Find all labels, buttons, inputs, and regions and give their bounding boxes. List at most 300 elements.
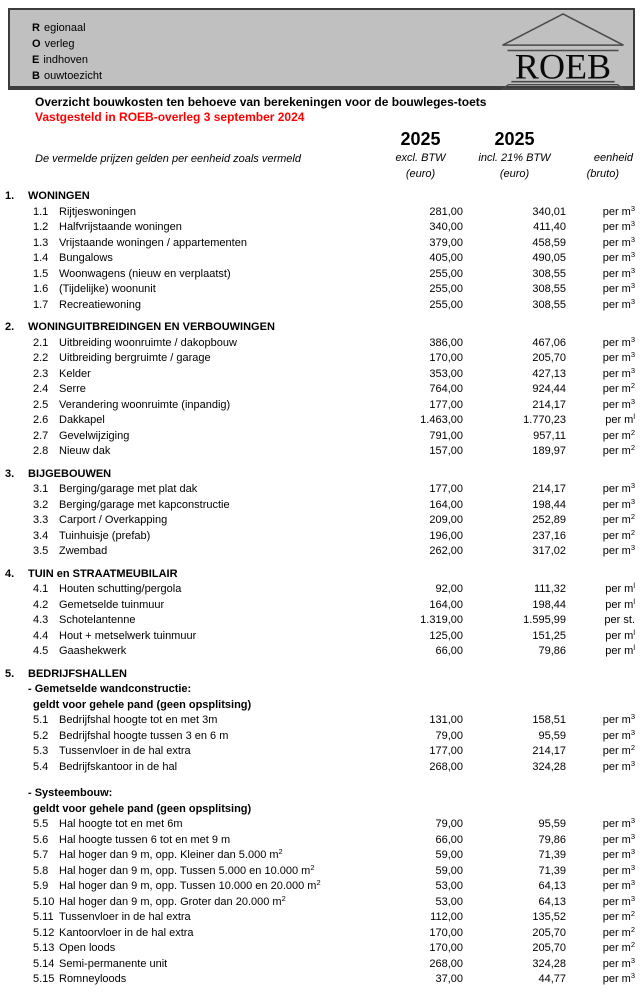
unit-text: per m [602,429,631,442]
item-description [59,498,378,514]
description-text: Romneyloods [59,973,127,985]
cost-section [0,320,643,460]
table-row [5,251,643,267]
unit-superscript: 3 [630,893,635,903]
description-text: Hal hoogte tussen 6 tot en met 9 m [59,833,231,846]
item-description [59,833,378,849]
item-description [59,817,378,833]
table-row [5,910,643,926]
unit-text: per m [602,880,631,892]
description-text: Bedrijfshal hoogte tussen 3 en 6 m [59,729,229,742]
section-block [0,786,643,988]
price-incl-btw: 1.770,23 [523,414,566,426]
item-description [59,444,378,460]
item-description [59,513,378,529]
description-text: Berging/garage met plat dak [59,483,198,495]
table-row [5,267,643,283]
price-incl-btw: 214,17 [532,745,566,757]
price-incl-btw: 317,02 [532,545,566,557]
item-number: 2.6 [33,414,49,426]
unit-text: per m [602,818,631,830]
price-excl-btw: 59,00 [435,849,463,861]
description-text: Verandering woonruimte (inpandig) [59,398,231,411]
item-number: 2.8 [33,445,49,457]
item-number: 4.2 [33,598,49,611]
table-row [5,444,643,460]
section-header [5,189,643,205]
item-number: 1.4 [33,252,49,264]
unit [566,336,635,352]
unit-superscript: 3 [630,727,635,737]
unit-text: per m [602,352,631,364]
unit [566,941,635,957]
unit-superscript: 3 [630,334,635,344]
acronym-letter: B [32,70,40,82]
unit [566,644,635,660]
price-excl-btw: 764,00 [429,383,463,395]
unit-text: per m [602,398,631,411]
price-excl-btw: 53,00 [435,880,463,892]
table-row [5,429,643,445]
price-incl-btw: 198,44 [532,498,566,511]
item-description [59,760,378,776]
price-incl-btw: 324,28 [532,957,566,970]
price-excl-btw: 262,00 [429,545,463,557]
unit-text: per m [602,833,631,846]
table-row [5,398,643,414]
description-text: Hal hoger dan 9 m, opp. Kleiner dan 5.000 m [59,849,279,861]
logo-text: ROEB [514,46,612,87]
unit-superscript: 3 [630,234,635,244]
item-number: 2.4 [33,383,49,395]
unit [566,220,635,236]
section-title: TUIN en STRAATMEUBILAIR [28,567,178,580]
table-row [5,220,643,236]
price-excl-btw: 170,00 [429,942,463,954]
description-text: Tuinhuisje (prefab) [59,529,151,542]
item-description [59,482,378,498]
unit-superscript: 3 [630,481,635,490]
item-description [59,282,378,298]
item-description [59,529,378,545]
item-number: 2.3 [33,367,49,380]
unit-text: per m [602,514,631,526]
unit-superscript: 3 [630,847,635,856]
unit [566,482,635,498]
section-block [0,682,643,775]
unit-superscript: 3 [630,365,635,375]
description-text: Hal hoogte tot en met 6m [59,818,183,830]
item-description [59,220,378,236]
price-excl-btw: 164,00 [429,598,463,611]
table-column-headers [5,128,643,182]
unit [566,282,635,298]
unit [566,582,635,598]
description-text: Open loods [59,942,116,954]
unit [566,629,635,645]
table-row [5,598,643,614]
item-description [59,251,378,267]
description-text: Halfvrijstaande woningen [59,221,182,233]
description-text: Gemetselde tuinmuur [59,598,165,611]
unit-superscript: 3 [630,250,635,259]
section-subheading: - Systeembouw: [28,787,113,799]
item-number: 1.1 [33,205,49,218]
item-number: 5.11 [33,911,54,923]
item-number: 5.9 [33,880,49,892]
table-row [5,351,643,367]
table-row [5,498,643,514]
price-incl-btw: 158,51 [532,714,566,726]
price-incl-btw: 79,86 [538,645,566,657]
table-row [5,205,643,221]
unit [566,267,635,283]
acronym-line [32,36,102,52]
price-excl-btw: 177,00 [429,745,463,757]
acronym-word: verleg [44,38,75,50]
item-number: 3.1 [33,483,49,495]
unit-text: per m [602,729,631,742]
item-description [59,729,378,745]
price-incl-btw: 205,70 [532,926,566,939]
table-row [5,760,643,776]
table-row [5,298,643,314]
cost-section [0,467,643,560]
acronym-letter: E [32,54,40,66]
section-title: BIJGEBOUWEN [28,467,112,480]
item-description [59,382,378,398]
price-incl-btw: 79,86 [538,833,566,846]
price-excl-btw: 177,00 [429,398,463,411]
price-excl-btw: 59,00 [435,864,463,877]
unit-superscript: 2 [630,527,635,537]
description-text: Dakkapel [59,414,105,426]
superscript: 2 [316,878,321,887]
section-block [0,482,643,560]
section-number: 4. [5,567,15,580]
unit [566,298,635,314]
unit [566,972,635,988]
price-excl-btw: 791,00 [429,429,463,442]
description-text: Tussenvloer in de hal extra [59,911,191,923]
table-row [5,413,643,429]
price-excl-btw: 79,00 [435,729,463,742]
year-label: 2025 [400,129,441,149]
unit [566,613,635,629]
item-number: 5.12 [33,926,55,939]
unit-superscript: 3 [630,831,635,841]
unit [566,398,635,414]
section-block [0,336,643,460]
item-description [59,879,378,895]
table-row [5,833,643,849]
unit [566,205,635,221]
section-number: 2. [5,321,15,333]
table-row [5,744,643,760]
price-incl-btw: 205,70 [532,942,566,954]
unit-superscript: 3 [630,396,635,406]
price-excl-btw: 157,00 [429,445,463,457]
price-incl-btw: 490,05 [532,252,566,264]
document-page [0,8,643,993]
unit-superscript: 3 [630,496,635,506]
description-text: Gevelwijziging [59,429,130,442]
acronym-word: egionaal [43,22,86,34]
description-text: Recreatiewoning [59,298,141,311]
col-unit-label: (euro) [405,167,436,180]
description-text: Uitbreiding bergruimte / garage [59,352,211,364]
price-excl-btw: 37,00 [435,973,463,985]
price-excl-btw: 405,00 [429,252,463,264]
table-row [5,957,643,973]
price-excl-btw: 53,00 [435,895,463,908]
table-row [5,336,643,352]
item-number: 1.5 [33,267,49,280]
letterhead-box [8,8,635,90]
description-text: Hal hoger dan 9 m, opp. Tussen 10.000 en 20.000 m [59,880,317,892]
unit-text: per m [602,745,631,757]
unit-text: per m [605,629,634,642]
unit-text: per m [602,545,631,557]
item-description [59,613,378,629]
item-number: 5.10 [33,895,55,908]
item-number: 5.3 [33,745,49,757]
item-number: 5.6 [33,833,49,846]
unit [566,444,635,460]
unit-text: per m [602,926,631,939]
unit-superscript: 2 [630,924,635,934]
unit-superscript: 3 [630,758,635,768]
item-description [59,848,378,864]
unit-text: per m [602,283,631,295]
description-text: Tussenvloer in de hal extra [59,745,191,757]
unit [566,429,635,445]
item-number: 5.7 [33,849,49,861]
acronym-word: ouwtoezicht [43,70,103,82]
unit-text: per m [602,760,631,773]
unit-superscript: 3 [630,265,635,275]
price-excl-btw: 125,00 [429,629,463,642]
unit-superscript: 2 [630,443,635,452]
price-excl-btw: 281,00 [429,205,463,218]
unit-text: per m [602,298,631,311]
unit-superscript: 3 [630,543,635,552]
unit [566,544,635,560]
acronym-line [32,20,102,36]
item-number: 5.15 [33,973,55,985]
unit [566,413,635,429]
unit-text: per m [602,383,631,395]
price-incl-btw: 95,59 [538,729,566,742]
col-header-excl-btw [378,128,463,182]
table-row [5,926,643,942]
section-header [5,467,643,483]
table-row [5,895,643,911]
unit-text: per m [602,267,631,280]
section-header [5,567,643,583]
unit-text: per m [602,957,631,970]
price-excl-btw: 340,00 [429,221,463,233]
unit-superscript: 3 [630,878,635,887]
table-row [5,879,643,895]
unit [566,879,635,895]
roeb-logo [497,12,629,86]
unit-superscript: 2 [630,381,635,390]
description-text: Zwembad [59,545,108,557]
item-description [59,644,378,660]
section-header [5,320,643,336]
item-description [59,864,378,880]
price-incl-btw: 252,89 [532,514,566,526]
unit-superscript: l [633,581,635,590]
table-row [5,482,643,498]
price-excl-btw: 268,00 [429,957,463,970]
item-number: 4.5 [33,645,49,657]
item-description [59,972,378,988]
item-number: 4.3 [33,614,49,626]
price-excl-btw: 196,00 [429,529,463,542]
description-text: Nieuw dak [59,445,111,457]
table-row [5,282,643,298]
price-excl-btw: 66,00 [435,833,463,846]
price-incl-btw: 957,11 [533,429,566,442]
price-excl-btw: 164,00 [429,498,463,511]
price-excl-btw: 255,00 [429,283,463,295]
price-excl-btw: 170,00 [429,352,463,364]
description-text: Kelder [59,367,91,380]
price-incl-btw: 324,28 [532,760,566,773]
item-description [59,926,378,942]
price-incl-btw: 308,55 [532,298,566,311]
description-text: Uitbreiding woonruimte / dakopbouw [59,336,237,349]
unit [566,926,635,942]
item-description [59,598,378,614]
price-excl-btw: 92,00 [435,583,463,595]
item-description [59,267,378,283]
unit [566,498,635,514]
table-row [5,713,643,729]
unit-superscript: 3 [630,281,635,290]
table-row [5,972,643,988]
unit-superscript: l [633,412,635,421]
price-excl-btw: 131,00 [429,714,463,726]
description-text: Hal hoger dan 9 m, opp. Groter dan 20.000 m [59,895,282,908]
unit-superscript: 3 [630,971,635,980]
section-number: 3. [5,467,15,480]
item-description [59,910,378,926]
price-excl-btw: 112,00 [430,911,463,923]
description-text: Kantoorvloer in de hal extra [59,926,194,939]
unit [566,598,635,614]
unit-superscript: 3 [630,296,635,306]
col-header-eenheid [566,128,635,182]
table-row [5,613,643,629]
price-incl-btw: 467,06 [532,336,566,349]
price-excl-btw: 379,00 [429,236,463,249]
superscript: 2 [281,893,286,903]
unit-superscript: 3 [630,955,635,965]
unit-text: per m [605,598,634,611]
table-row [5,544,643,560]
price-incl-btw: 135,52 [532,911,566,923]
col-subtitle: excl. BTW [395,152,446,164]
table-row [5,513,643,529]
item-description [59,367,378,383]
unit-text: per m [602,483,631,495]
table-row [5,529,643,545]
table-row [5,941,643,957]
unit-text: per m [602,336,631,349]
unit-text: per m [602,973,631,985]
price-incl-btw: 411,40 [533,221,566,233]
unit [566,236,635,252]
description-text: Vrijstaande woningen / appartementen [59,236,247,249]
acronym-word: indhoven [43,54,88,66]
section-block [0,582,643,660]
price-incl-btw: 64,13 [538,895,566,908]
unit-superscript: 3 [630,219,635,228]
item-description [59,544,378,560]
item-number: 5.14 [33,957,55,970]
price-incl-btw: 64,13 [538,880,566,892]
item-description [59,298,378,314]
unit-superscript: 3 [630,203,635,213]
unit-text: per m [602,367,631,380]
price-incl-btw: 214,17 [532,398,566,411]
table-row [5,629,643,645]
section-title: WONINGUITBREIDINGEN EN VERBOUWINGEN [28,321,275,333]
item-number: 1.6 [33,283,49,295]
description-text: Hal hoger dan 9 m, opp. Tussen 5.000 en 10.000 m [59,864,311,877]
unit-text: per st. [604,614,635,626]
item-description [59,582,378,598]
col-subtitle: eenheid [593,152,633,164]
description-text: Hout + metselwerk tuinmuur [59,629,197,642]
item-number: 5.5 [33,818,49,830]
price-incl-btw: 214,17 [532,483,566,495]
description-text: Houten schutting/pergola [59,583,182,595]
unit-text: per m [602,864,631,877]
unit [566,251,635,267]
unit [566,513,635,529]
price-incl-btw: 924,44 [532,383,566,395]
price-incl-btw: 308,55 [532,267,566,280]
acronym-letter: R [32,22,40,34]
table-row [5,236,643,252]
item-number: 3.4 [33,529,49,542]
item-number: 5.1 [33,714,49,726]
unit-text: per m [602,236,631,249]
cost-section [0,667,643,988]
section-number: 1. [5,190,15,202]
table-row [5,729,643,745]
unit [566,864,635,880]
description-text: (Tijdelijke) woonunit [59,283,156,295]
acronym-letter: O [32,38,41,50]
price-incl-btw: 71,39 [538,849,566,861]
sections [0,189,643,988]
section-subheading: - Gemetselde wandconstructie: [28,683,192,695]
price-incl-btw: 205,70 [532,352,566,364]
unit-text: per m [602,498,631,511]
cost-section [0,567,643,660]
item-description [59,713,378,729]
unit [566,382,635,398]
unit [566,744,635,760]
price-incl-btw: 198,44 [532,598,566,611]
description-text: Gaashekwerk [59,645,127,657]
unit-text: per m [602,942,631,954]
